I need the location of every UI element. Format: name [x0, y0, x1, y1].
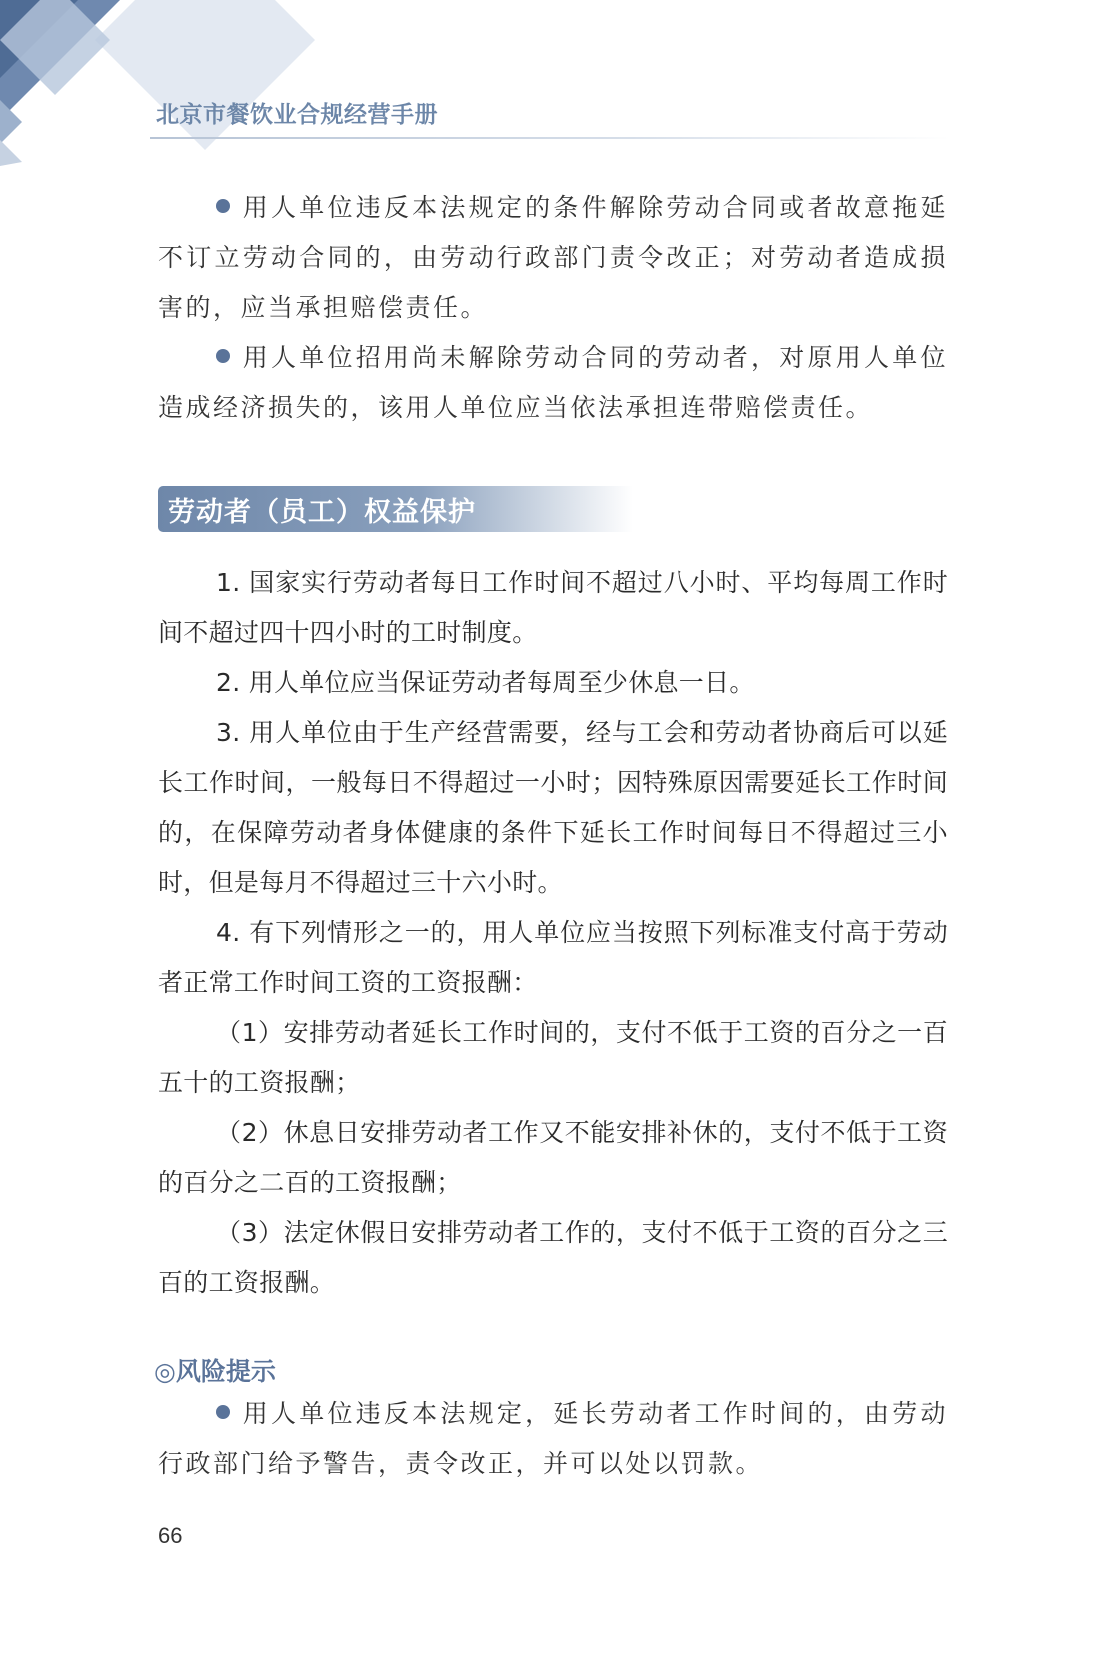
- bullet-paragraph: 用人单位违反本法规定，延长劳动者工作时间的，由劳动行政部门给予警告，责令改正，并可以处以罚款。: [158, 1399, 948, 1478]
- bullet-icon: [216, 349, 230, 363]
- page-number: 66: [158, 1523, 183, 1548]
- corner-decoration: [0, 0, 360, 180]
- numbered-paragraph: 1. 国家实行劳动者每日工作时间不超过八小时、平均每周工作时间不超过四十四小时的工时制度。: [158, 568, 948, 647]
- sub-item-paragraph: （1）安排劳动者延长工作时间的，支付不低于工资的百分之一百五十的工资报酬；: [158, 1018, 948, 1097]
- sub-item-paragraph: （2）休息日安排劳动者工作又不能安排补休的，支付不低于工资的百分之二百的工资报酬；: [158, 1118, 948, 1197]
- risk-notice-title: ◎风险提示: [154, 1357, 276, 1386]
- numbered-paragraph: 4. 有下列情形之一的，用人单位应当按照下列标准支付高于劳动者正常工作时间工资的工资报酬：: [158, 918, 948, 997]
- bullet-paragraph: 用人单位违反本法规定的条件解除劳动合同或者故意拖延不订立劳动合同的，由劳动行政部门责令改正；对劳动者造成损害的，应当承担赔偿责任。: [158, 193, 948, 322]
- numbered-paragraph: 2. 用人单位应当保证劳动者每周至少休息一日。: [216, 668, 755, 697]
- section-body: [158, 558, 948, 1308]
- section-heading-text: 劳动者（员工）权益保护: [168, 497, 476, 528]
- running-header: 北京市餐饮业合规经营手册: [156, 102, 438, 128]
- bullet-paragraph: 用人单位招用尚未解除劳动合同的劳动者，对原用人单位造成经济损失的，该用人单位应当依法承担连带赔偿责任。: [158, 343, 948, 422]
- numbered-paragraph: 3. 用人单位由于生产经营需要，经与工会和劳动者协商后可以延长工作时间，一般每日不得超过一小时；因特殊原因需要延长工作时间的，在保障劳动者身体健康的条件下延长工作时间每日不得超过三小时，但是每月不得超过三十六小时。: [158, 718, 948, 897]
- section-heading: [158, 486, 633, 532]
- risk-body: [158, 1389, 948, 1489]
- header-divider: [150, 137, 950, 139]
- bullet-icon: [216, 199, 230, 213]
- bullet-icon: [216, 1405, 230, 1419]
- sub-item-paragraph: （3）法定休假日安排劳动者工作的，支付不低于工资的百分之三百的工资报酬。: [158, 1218, 948, 1297]
- top-paragraphs: [158, 183, 948, 433]
